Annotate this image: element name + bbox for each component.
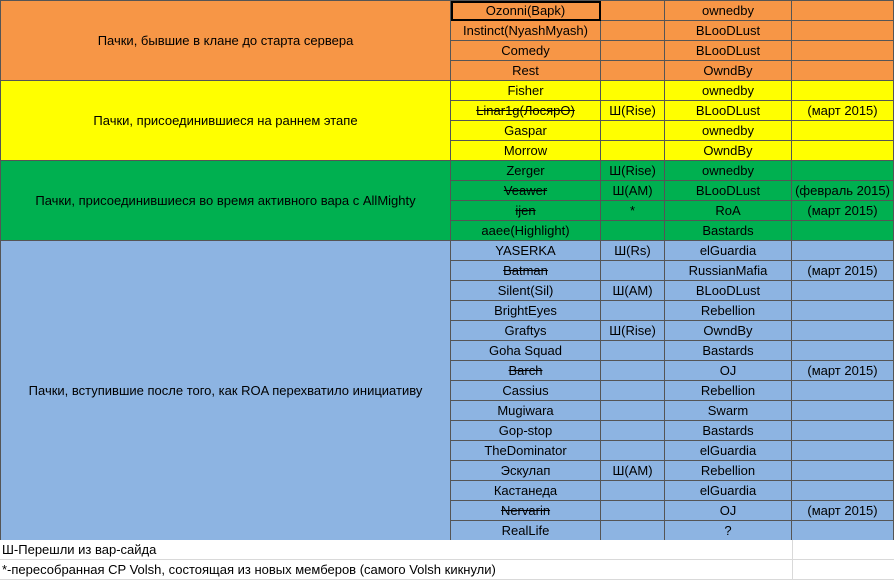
clan-cell[interactable]: ownedby [665, 161, 792, 181]
mark-cell[interactable] [601, 221, 665, 241]
note-cell[interactable] [792, 281, 894, 301]
group-label-cell[interactable]: Пачки, бывшие в клане до старта сервера [1, 1, 451, 81]
pack-name-cell[interactable]: BrightEyes [451, 301, 601, 321]
clan-cell[interactable]: BLooDLust [665, 101, 792, 121]
footnote-row [0, 540, 894, 560]
note-cell[interactable] [792, 141, 894, 161]
clan-cell[interactable]: BLooDLust [665, 181, 792, 201]
clan-cell[interactable]: Swarm [665, 401, 792, 421]
clan-cell[interactable]: RussianMafia [665, 261, 792, 281]
note-cell[interactable] [792, 341, 894, 361]
note-cell[interactable] [792, 441, 894, 461]
clan-cell[interactable]: elGuardia [665, 241, 792, 261]
mark-cell[interactable] [601, 441, 665, 461]
clan-cell[interactable]: Bastards [665, 221, 792, 241]
note-cell[interactable] [792, 321, 894, 341]
note-cell[interactable]: (март 2015) [792, 501, 894, 521]
empty-cell[interactable] [792, 540, 894, 560]
pack-name-cell[interactable]: TheDominator [451, 441, 601, 461]
table-row [1, 1, 894, 21]
mark-cell[interactable] [601, 1, 665, 21]
pack-name-cell[interactable]: Goha Squad [451, 341, 601, 361]
note-cell[interactable] [792, 461, 894, 481]
table-row [1, 161, 894, 181]
clan-cell[interactable]: RoA [665, 201, 792, 221]
pack-name-cell[interactable]: aaee(Highlight) [451, 221, 601, 241]
pack-name-cell[interactable]: Instinct(NyashMyash) [451, 21, 601, 41]
note-cell[interactable] [792, 41, 894, 61]
pack-name-cell[interactable]: Barch [451, 361, 601, 381]
footnote-cell[interactable]: Ш-Перешли из вар-сайда [0, 540, 792, 560]
pack-name-cell[interactable]: Mugiwara [451, 401, 601, 421]
mark-cell[interactable] [601, 81, 665, 101]
mark-cell[interactable] [601, 301, 665, 321]
pack-name-cell[interactable]: Morrow [451, 141, 601, 161]
note-cell[interactable] [792, 301, 894, 321]
clan-cell[interactable]: BLooDLust [665, 41, 792, 61]
note-cell[interactable] [792, 61, 894, 81]
table-row [1, 81, 894, 101]
mark-cell[interactable] [601, 381, 665, 401]
mark-cell[interactable]: * [601, 201, 665, 221]
mark-cell[interactable] [601, 481, 665, 501]
pack-name-cell[interactable]: Ozonni(Bapk) [451, 1, 601, 21]
mark-cell[interactable] [601, 41, 665, 61]
mark-cell[interactable] [601, 421, 665, 441]
mark-cell[interactable]: Ш(Rise) [601, 161, 665, 181]
note-cell[interactable] [792, 421, 894, 441]
pack-name-cell[interactable]: Zerger [451, 161, 601, 181]
pack-name-cell[interactable]: Silent(Sil) [451, 281, 601, 301]
mark-cell[interactable] [601, 141, 665, 161]
mark-cell[interactable]: Ш(AM) [601, 461, 665, 481]
clan-cell[interactable]: OJ [665, 361, 792, 381]
group-label-cell[interactable]: Пачки, присоединившиеся во время активного вара с AllMighty [1, 161, 451, 241]
pack-name-cell[interactable]: Эскулап [451, 461, 601, 481]
pack-name-cell[interactable]: Nervarin [451, 501, 601, 521]
note-cell[interactable] [792, 401, 894, 421]
pack-name-cell[interactable]: ijen [451, 201, 601, 221]
note-cell[interactable] [792, 221, 894, 241]
mark-cell[interactable] [601, 501, 665, 521]
note-cell[interactable] [792, 1, 894, 21]
group-label-cell[interactable]: Пачки, присоединившиеся на раннем этапе [1, 81, 451, 161]
pack-name-cell[interactable]: Veawer [451, 181, 601, 201]
footnote-cell[interactable]: *-пересобранная CP Volsh, состоящая из новых мемберов (самого Volsh кикнули) [0, 560, 792, 580]
mark-cell[interactable] [601, 21, 665, 41]
mark-cell[interactable] [601, 361, 665, 381]
note-cell[interactable]: (март 2015) [792, 261, 894, 281]
clan-cell[interactable]: ownedby [665, 81, 792, 101]
clan-cell[interactable]: elGuardia [665, 441, 792, 461]
note-cell[interactable]: (март 2015) [792, 361, 894, 381]
table-row [1, 241, 894, 261]
clan-cell[interactable]: elGuardia [665, 481, 792, 501]
mark-cell[interactable] [601, 261, 665, 281]
mark-cell[interactable]: Ш(AM) [601, 181, 665, 201]
mark-cell[interactable] [601, 61, 665, 81]
pack-name-cell[interactable]: Batman [451, 261, 601, 281]
group-label-cell[interactable]: Пачки, вступившие после того, как ROA перехватило инициативу [1, 241, 451, 541]
note-cell[interactable]: (март 2015) [792, 101, 894, 121]
clan-cell[interactable]: Rebellion [665, 381, 792, 401]
clan-cell[interactable]: BLooDLust [665, 281, 792, 301]
pack-name-cell[interactable]: Linar1g(ЛосярО) [451, 101, 601, 121]
note-cell[interactable] [792, 241, 894, 261]
footnotes [0, 540, 894, 580]
clan-cell[interactable]: ownedby [665, 121, 792, 141]
mark-cell[interactable] [601, 401, 665, 421]
pack-name-cell[interactable]: Gaspar [451, 121, 601, 141]
note-cell[interactable] [792, 381, 894, 401]
clan-cell[interactable]: BLooDLust [665, 21, 792, 41]
pack-name-cell[interactable]: Кастанеда [451, 481, 601, 501]
note-cell[interactable]: (март 2015) [792, 201, 894, 221]
mark-cell[interactable]: Ш(Rise) [601, 101, 665, 121]
footnote-row [0, 560, 894, 580]
note-cell[interactable] [792, 21, 894, 41]
note-cell[interactable] [792, 481, 894, 501]
pack-name-cell[interactable]: Graftys [451, 321, 601, 341]
pack-name-cell[interactable]: Cassius [451, 381, 601, 401]
mark-cell[interactable]: Ш(AM) [601, 281, 665, 301]
note-cell[interactable] [792, 161, 894, 181]
note-cell[interactable]: (февраль 2015) [792, 181, 894, 201]
pack-name-cell[interactable]: YASERKA [451, 241, 601, 261]
clan-cell[interactable]: OwndBy [665, 141, 792, 161]
mark-cell[interactable]: Ш(Rs) [601, 241, 665, 261]
pack-name-cell[interactable]: RealLife [451, 521, 601, 541]
mark-cell[interactable] [601, 121, 665, 141]
clan-cell[interactable]: ? [665, 521, 792, 541]
pack-name-cell[interactable]: Rest [451, 61, 601, 81]
clan-cell[interactable]: ownedby [665, 1, 792, 21]
pack-name-cell[interactable]: Gop-stop [451, 421, 601, 441]
mark-cell[interactable] [601, 341, 665, 361]
clan-cell[interactable]: Rebellion [665, 461, 792, 481]
clan-cell[interactable]: Bastards [665, 341, 792, 361]
clan-cell[interactable]: OwndBy [665, 61, 792, 81]
clan-cell[interactable]: Bastards [665, 421, 792, 441]
pack-name-cell[interactable]: Comedy [451, 41, 601, 61]
note-cell[interactable] [792, 121, 894, 141]
clan-cell[interactable]: OwndBy [665, 321, 792, 341]
clan-cell[interactable]: Rebellion [665, 301, 792, 321]
mark-cell[interactable] [601, 521, 665, 541]
pack-name-cell[interactable]: Fisher [451, 81, 601, 101]
note-cell[interactable] [792, 81, 894, 101]
mark-cell[interactable]: Ш(Rise) [601, 321, 665, 341]
empty-cell[interactable] [792, 560, 894, 580]
note-cell[interactable] [792, 521, 894, 541]
clan-cell[interactable]: OJ [665, 501, 792, 521]
